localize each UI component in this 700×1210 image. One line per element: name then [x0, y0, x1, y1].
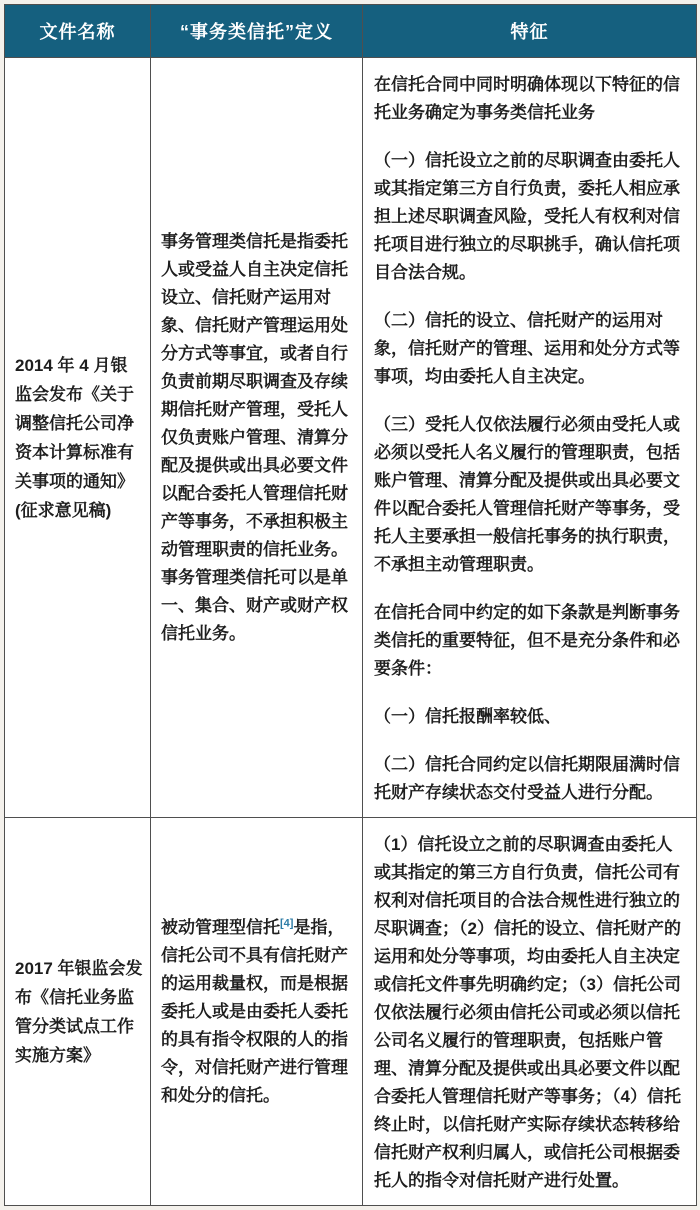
table-row-2014-notice: [5, 58, 697, 818]
feature-paragraph: 在信托合同中同时明确体现以下特征的信托业务确定为事务类信托业务: [374, 75, 680, 122]
col-header-features: 特征: [363, 5, 697, 58]
definition-text-prefix: 被动管理型信托: [161, 917, 280, 937]
document-name-cell: 2014 年 4 月银监会发布《关于调整信托公司净资本计算标准有关事项的通知》(征求意见稿): [5, 58, 151, 818]
features-cell: [363, 818, 697, 1206]
header-row: [5, 5, 697, 58]
col-header-document-name: 文件名称: [5, 5, 151, 58]
feature-paragraph: （一）信托设立之前的尽职调查由委托人或其指定第三方自行负责，委托人相应承担上述尽职调查风险，受托人有权利对信托项目进行独立的尽职挑手，确认信托项目合法合规。: [374, 151, 680, 282]
col-header-trust-definition: “事务类信托”定义: [151, 5, 363, 58]
definition-text-suffix: 是指，信托公司不具有信托财产的运用裁量权，而是根据委托人或是由委托人委托的具有指令权限的人的指令，对信托财产进行管理和处分的信托。: [161, 917, 348, 1105]
feature-paragraph: 在信托合同中约定的如下条款是判断事务类信托的重要特征，但不是充分条件和必要条件：: [374, 603, 680, 678]
trust-classification-table: [4, 4, 697, 1206]
feature-paragraph: （1）信托设立之前的尽职调查由委托人或其指定的第三方自行负责，信托公司有权利对信托项目的合法合规性进行独立的尽职调查；（2）信托的设立、信托财产的运用和处分等事项，均由委托人自主决定或信托文件事先明确约定；（3）信托公司仅依法履行必须由信托公司或必须以信托公司名义履行的管理职责，包括账户管理、清算分配及提供或出具必要文件以配合委托人管理信托财产等事务；（4）信托终止时，以信托财产实际存续状态转移给信托财产权利归属人，或信托公司根据委托人的指令对信托财产进行处置。: [374, 835, 681, 1190]
table-row-2017-plan: [5, 818, 697, 1206]
definition-cell: [151, 818, 363, 1206]
definition-cell: 事务管理类信托是指委托人或受益人自主决定信托设立、信托财产运用对象、信托财产管理运用处分方式等事宜，或者自行负责前期尽职调查及存续期信托财产管理，受托人仅负责账户管理、清算分配及提供或出具必要文件以配合委托人管理信托财产等事务，不承担积极主动管理职责的信托业务。事务管理类信托可以是单一、集合、财产或财产权信托业务。: [151, 58, 363, 818]
feature-paragraph: （二）信托的设立、信托财产的运用对象，信托财产的管理、运用和处分方式等事项，均由委托人自主决定。: [374, 311, 680, 386]
document-name-cell: 2017 年银监会发布《信托业务监管分类试点工作实施方案》: [5, 818, 151, 1206]
feature-paragraph: （三）受托人仅依法履行必须由受托人或必须以受托人名义履行的管理职责，包括账户管理、清算分配及提供或出具必要文件以配合委托人管理信托财产等事务，受托人主要承担一般信托事务的执行职责，不承担主动管理职责。: [374, 415, 680, 574]
feature-paragraph: （二）信托合同约定以信托期限届满时信托财产存续状态交付受益人进行分配。: [374, 755, 680, 802]
footnote-ref-4[interactable]: [4]: [280, 916, 294, 929]
features-cell: [363, 58, 697, 818]
feature-paragraph: （一）信托报酬率较低、: [374, 707, 561, 726]
